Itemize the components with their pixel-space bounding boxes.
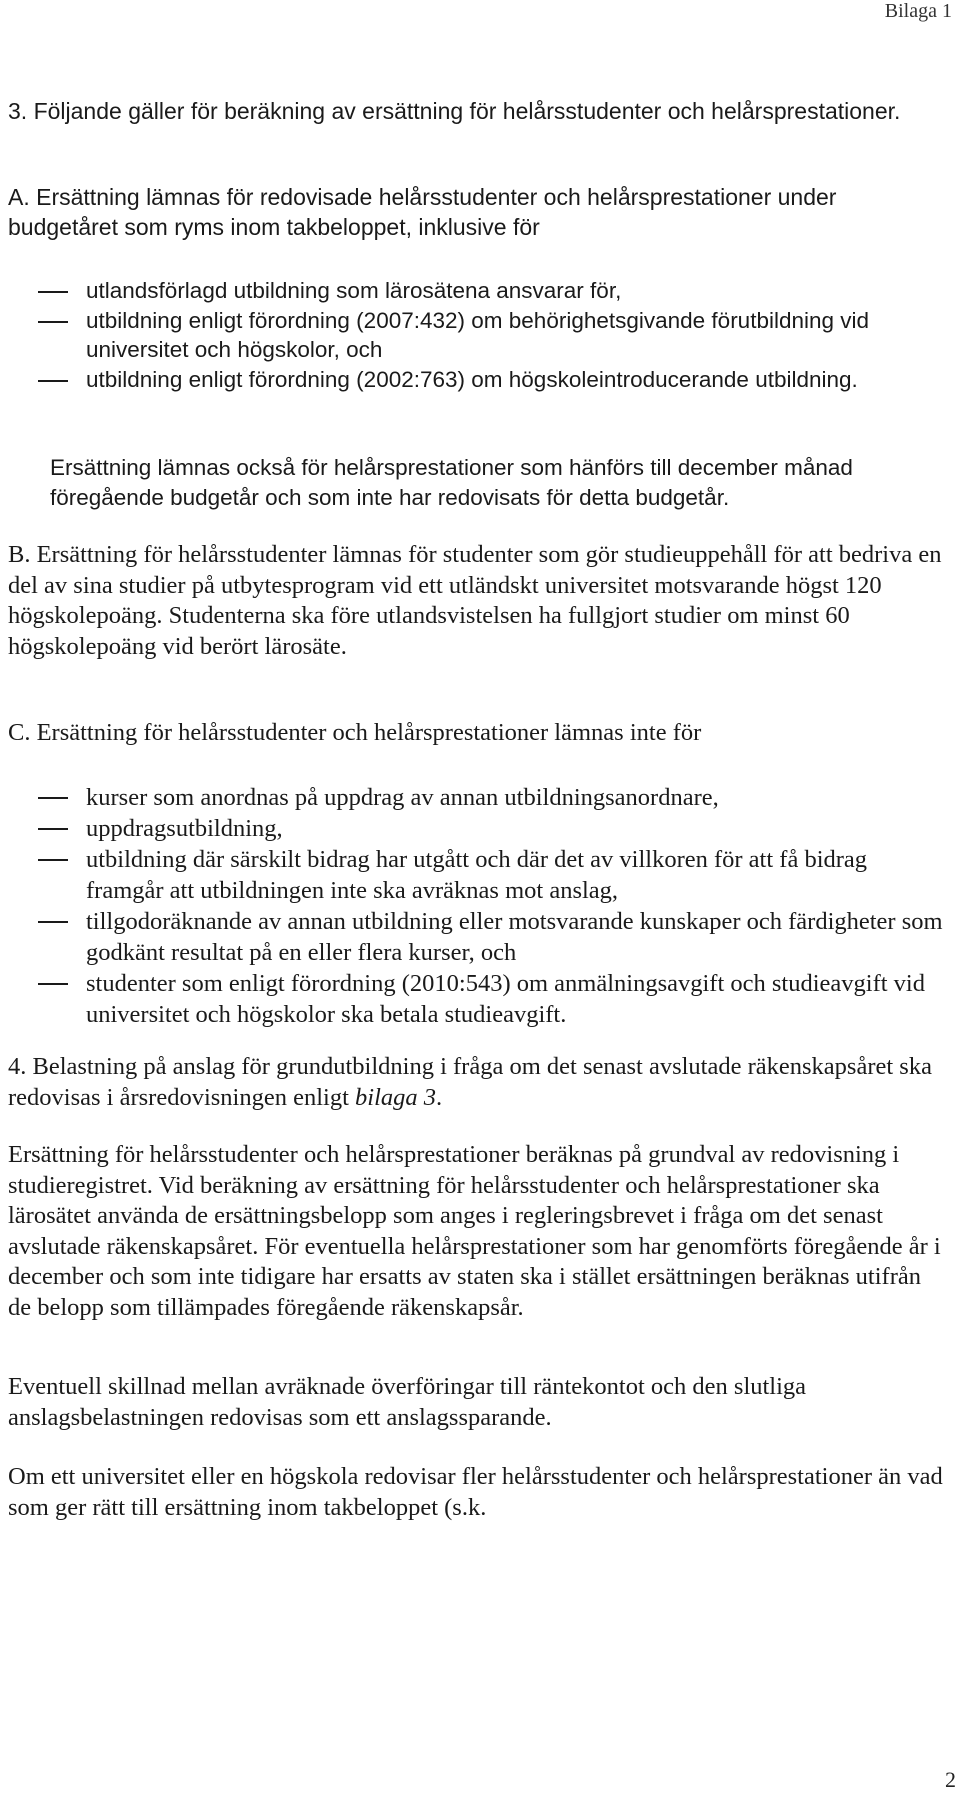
- part-a-note: [8, 453, 948, 513]
- section-4-p2-text: Ersättning för helårsstudenter och helårsprestationer beräknas på grundval av redovisning i studieregistret. Vid beräkning av ersättning för helårsstudenter och helårsprestationer ska lärosätet använda de ersättningsbelopp som anges i regleringsbrevet i fråga om det senast avslutade räkenskapsåret. För eventuella helårsprestationer som har genomförts föregående år i december och som inte tidigare har ersatts av staten ska i stället ersättningen beräknas utifrån de belopp som tillämpades föregående räkenskapsår.: [8, 1141, 941, 1321]
- section-4-paragraph-1: [8, 1052, 948, 1113]
- list-item: utbildning enligt förordning (2007:432) om behörighetsgivande förutbildning vid universitet och högskolor, och: [8, 306, 948, 365]
- part-a-list: [8, 276, 948, 394]
- list-item: tillgodoräknande av annan utbildning eller motsvarande kunskaper och färdigheter som godkänt resultat på en eller flera kurser, och: [8, 906, 948, 968]
- list-item: uppdragsutbildning,: [8, 813, 948, 844]
- part-c-intro: [8, 718, 948, 749]
- section-4-paragraph-4: [8, 1462, 948, 1523]
- appendix-reference: bilaga 3: [355, 1083, 437, 1111]
- section-4-text-end: .: [436, 1083, 443, 1111]
- appendix-label: Bilaga 1: [884, 0, 952, 22]
- list-item: utbildning där särskilt bidrag har utgått och där det av villkoren för att få bidrag framgår att utbildningen inte ska avräknas mot anslag,: [8, 844, 948, 906]
- section-4-p3-text: Eventuell skillnad mellan avräknade överföringar till räntekontot och den slutliga anslagsbelastningen redovisas som ett anslagssparande.: [8, 1373, 807, 1431]
- part-b: [8, 540, 948, 662]
- part-c-list: [8, 782, 948, 1030]
- section-4-paragraph-2: [8, 1140, 948, 1323]
- list-item: utlandsförlagd utbildning som lärosätena ansvarar för,: [8, 276, 948, 306]
- list-item: studenter som enligt förordning (2010:543) om anmälningsavgift och studieavgift vid universitet och högskolor ska betala studieavgift.: [8, 968, 948, 1030]
- section-4-text: [8, 1052, 948, 1113]
- part-a-intro: [8, 182, 948, 242]
- part-a-note-text: Ersättning lämnas också för helårsprestationer som hänförs till december månad föregående budgetår och som inte har redovisats för detta budgetår.: [50, 455, 853, 510]
- section-3-heading: [8, 96, 948, 126]
- part-a-intro-text: A. Ersättning lämnas för redovisade helårsstudenter och helårsprestationer under budgetåret som ryms inom takbeloppet, inklusive för: [8, 184, 837, 240]
- section-4-p4-text: Om ett universitet eller en högskola redovisar fler helårsstudenter och helårsprestationer än vad som ger rätt till ersättning inom takbeloppet (s.k.: [8, 1463, 943, 1521]
- section-4-text-part: 4. Belastning på anslag för grundutbildning i fråga om det senast avslutade räkenskapsåret ska redovisas i årsredovisningen enligt: [8, 1053, 932, 1111]
- list-item: utbildning enligt förordning (2002:763) om högskoleintroducerande utbildning.: [8, 365, 948, 395]
- section-4-paragraph-3: [8, 1372, 948, 1433]
- part-b-text: B. Ersättning för helårsstudenter lämnas för studenter som gör studieuppehåll för att bedriva en del av sina studier på utbytesprogram vid ett utländskt universitet motsvarande högst 120 högskolepoäng. Studenterna ska före utlandsvistelsen ha fullgjort studier om minst 60 högskolepoäng vid berört lärosäte.: [8, 541, 942, 660]
- list-item: kurser som anordnas på uppdrag av annan utbildningsanordnare,: [8, 782, 948, 813]
- page-number: 2: [945, 1767, 956, 1792]
- part-c-intro-text: C. Ersättning för helårsstudenter och helårsprestationer lämnas inte för: [8, 719, 702, 746]
- section-3-text: 3. Följande gäller för beräkning av ersättning för helårsstudenter och helårsprestationer.: [8, 98, 901, 124]
